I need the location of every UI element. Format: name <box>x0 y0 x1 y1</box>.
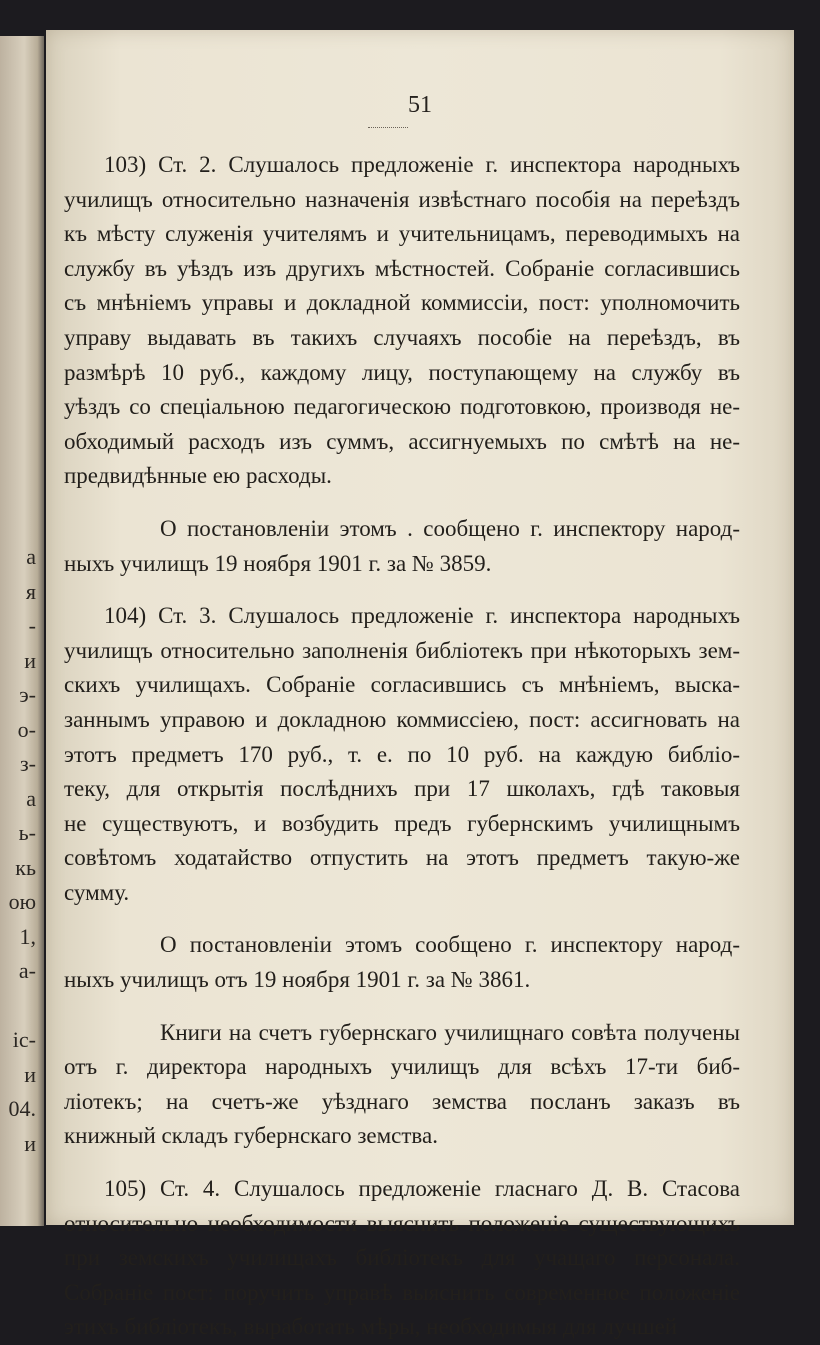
prev-page-fragment: и <box>24 647 36 673</box>
text-line: отъ г. директора народныхъ училищъ для всѣхъ 17-ти биб- <box>64 1054 740 1080</box>
text-line: скихъ училищахъ. Собраніе согласившись съ мнѣніемъ, выска- <box>64 672 740 698</box>
text-line: относительно необходимости выяснить положеніе существующихъ <box>64 1210 740 1236</box>
text-line: предвидѣнные ею расходы. <box>64 463 332 489</box>
prev-page-fragment: 1, <box>19 923 36 949</box>
text-line: Собраніе пост: поручить управѣ выяснить современное положеніе <box>64 1279 740 1305</box>
text-line: уѣздъ со спеціальною педагогическою подготовкою, производя не- <box>64 394 740 420</box>
prev-page-fragment: кь <box>15 854 36 880</box>
text-line: О постановленіи этомъ . сообщено г. инспектору народ- <box>160 515 740 541</box>
text-line: ныхъ училищъ 19 ноября 1901 г. за № 3859. <box>64 550 492 576</box>
text-line: размѣрѣ 10 руб., каждому лицу, поступающему на службу въ <box>64 359 740 385</box>
text-line: ныхъ училищъ отъ 19 ноября 1901 г. за № 3861. <box>64 967 531 993</box>
text-line: при земскихъ училищахъ библіотекъ для учащаго персонала. <box>64 1245 740 1271</box>
text-line: службу въ уѣздъ изъ другихъ мѣстностей. Собраніе согласившись <box>64 255 740 281</box>
page-number: 51 <box>408 92 432 118</box>
paragraph-gap <box>64 998 740 1016</box>
prev-page-fragment: - <box>28 613 36 638</box>
prev-page-fragment <box>0 989 40 1024</box>
prev-page-fragment: 04. <box>8 1096 36 1121</box>
text-line: 105) Ст. 4. Слушалось предложеніе гласнаго Д. В. Стасова <box>104 1176 740 1202</box>
text-line: заннымъ управою и докладною коммиссіею, пост: ассигновать на <box>64 706 740 732</box>
text-line: съ мнѣніемъ управы и докладной коммиссіи, пост: уполномочить <box>64 290 740 316</box>
paragraph <box>64 148 740 494</box>
text-line: 103) Ст. 2. Слушалось предложеніе г. инспектора народныхъ <box>104 152 740 177</box>
paragraph-gap <box>64 581 740 599</box>
text-line: этотъ предметъ 170 руб., т. е. по 10 руб. на каждую библіо- <box>64 741 740 767</box>
prev-page-fragment: а <box>26 785 36 811</box>
text-line: теку, для открытія послѣднихъ при 17 школахъ, гдѣ таковыя <box>64 776 740 802</box>
prev-page-fragment: а <box>26 544 36 569</box>
prev-page-fragment: э- <box>19 682 36 707</box>
text-line: этихъ библіотекъ, выработать мѣры, необходимыя для лучшей <box>64 1314 678 1340</box>
text-line: къ мѣсту служенія учителямъ и учительницамъ, переводимыхъ на <box>64 221 740 247</box>
text-line: училищъ относительно назначенія извѣстнаго пособія на переѣздъ <box>64 186 740 212</box>
text-line: управу выдавать въ такихъ случаяхъ пособіе на переѣздъ, въ <box>64 324 740 350</box>
text-line: училищъ относительно заполненія библіотекъ при нѣкоторыхъ зем- <box>64 637 740 663</box>
paragraph <box>64 1016 740 1154</box>
paragraph <box>64 599 740 910</box>
prev-page-fragment: іс- <box>12 1027 36 1052</box>
text-line: совѣтомъ ходатайство отпустить на этотъ предметъ такую-же <box>64 845 740 871</box>
prev-page-fragment: о- <box>17 716 36 742</box>
text-line: не существуютъ, и возбудить предъ губернскимъ училищнымъ <box>64 810 740 836</box>
prev-page-fragment: а- <box>18 958 36 983</box>
previous-page-edge <box>0 540 40 1161</box>
page-number-ornament <box>368 124 408 128</box>
book-page <box>46 30 794 1340</box>
text-line: обходимый расходъ изъ суммъ, ассигнуемыхъ по смѣтѣ на не- <box>64 428 740 454</box>
prev-page-fragment: и <box>24 1130 36 1156</box>
paragraph-gap <box>64 494 740 512</box>
paragraph-gap <box>64 1154 740 1172</box>
paragraph <box>64 512 740 581</box>
page-text <box>64 148 740 1345</box>
prev-page-fragment: и <box>24 1061 36 1087</box>
text-line: книжный складъ губернскаго земства. <box>64 1123 438 1149</box>
paragraph <box>64 1172 740 1345</box>
prev-page-fragment: ою <box>8 889 36 914</box>
text-line: сумму. <box>64 879 130 905</box>
prev-page-fragment: з- <box>19 751 36 776</box>
prev-page-fragment: я <box>25 578 36 604</box>
text-line: О постановленіи этомъ сообщено г. инспектору народ- <box>160 932 740 958</box>
text-line: ліотекъ; на счетъ-же уѣзднаго земства посланъ заказъ въ <box>64 1088 740 1114</box>
text-line: 104) Ст. 3. Слушалось предложеніе г. инспектора народныхъ <box>104 603 740 629</box>
prev-page-fragment: ь- <box>18 820 36 845</box>
paragraph <box>64 928 740 997</box>
text-line: Книги на счетъ губернскаго училищнаго совѣта получены <box>160 1019 740 1045</box>
paragraph-gap <box>64 910 740 928</box>
